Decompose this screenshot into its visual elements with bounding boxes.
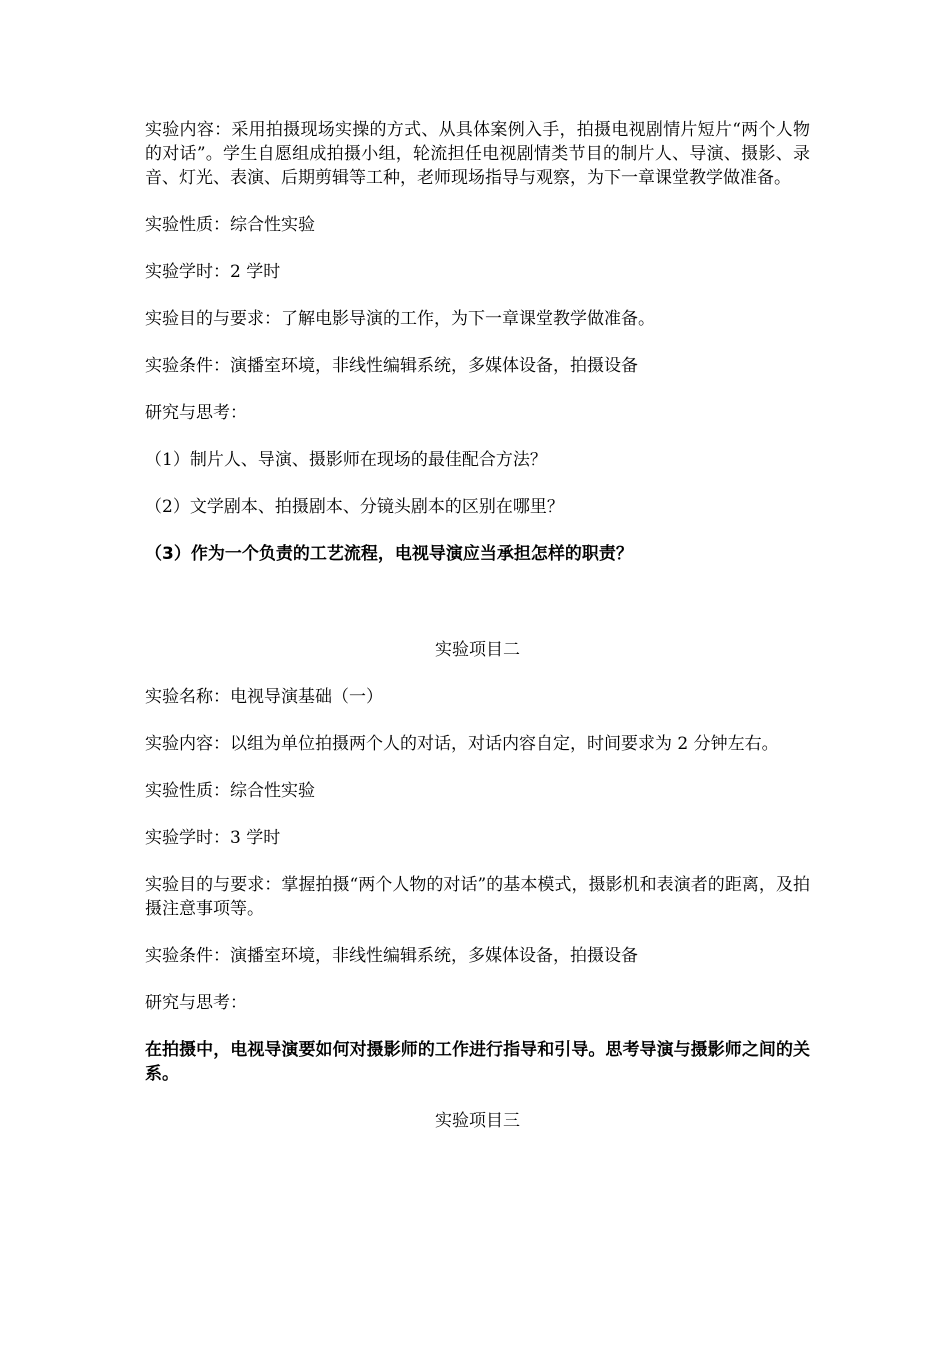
s2-goal: 实验目的与要求：掌握拍摄“两个人物的对话”的基本模式，摄影机和表演者的距离，及拍摄注意事项等。 (145, 875, 810, 919)
s2-research-title: 研究与思考： (145, 993, 247, 1013)
s1-question-2: （2）文学剧本、拍摄剧本、分镜头剧本的区别在哪里？ (145, 497, 564, 517)
s1-goal: 实验目的与要求：了解电影导演的工作，为下一章课堂教学做准备。 (145, 309, 655, 329)
s2-content: 实验内容：以组为单位拍摄两个人的对话，对话内容自定，时间要求为 2 分钟左右。 (145, 734, 779, 754)
document-body (145, 118, 810, 1133)
s1-question-3: （3）作为一个负责的工艺流程，电视导演应当承担怎样的职责？ (145, 544, 633, 564)
s1-nature: 实验性质：综合性实验 (145, 215, 315, 235)
s2-name: 实验名称：电视导演基础（一） (145, 687, 383, 707)
s2-nature: 实验性质：综合性实验 (145, 781, 315, 801)
s2-conditions: 实验条件：演播室环境，非线性编辑系统，多媒体设备，拍摄设备 (145, 946, 638, 966)
s2-heading: 实验项目二 (435, 640, 520, 660)
s1-question-1: （1）制片人、导演、摄影师在现场的最佳配合方法？ (145, 450, 547, 470)
s1-hours: 实验学时：2 学时 (145, 262, 281, 282)
s2-hours: 实验学时：3 学时 (145, 828, 281, 848)
s1-research-title: 研究与思考： (145, 403, 247, 423)
s1-conditions: 实验条件：演播室环境，非线性编辑系统，多媒体设备，拍摄设备 (145, 356, 638, 376)
s1-content: 实验内容：采用拍摄现场实操的方式、从具体案例入手，拍摄电视剧情片短片“两个人物的对话”。学生自愿组成拍摄小组，轮流担任电视剧情类节目的制片人、导演、摄影、录音、灯光、表演、后期剪辑等工种，老师现场指导与观察，为下一章课堂教学做准备。 (145, 120, 810, 188)
s3-heading: 实验项目三 (435, 1111, 520, 1131)
s2-research-body: 在拍摄中，电视导演要如何对摄影师的工作进行指导和引导。思考导演与摄影师之间的关系。 (145, 1040, 810, 1084)
